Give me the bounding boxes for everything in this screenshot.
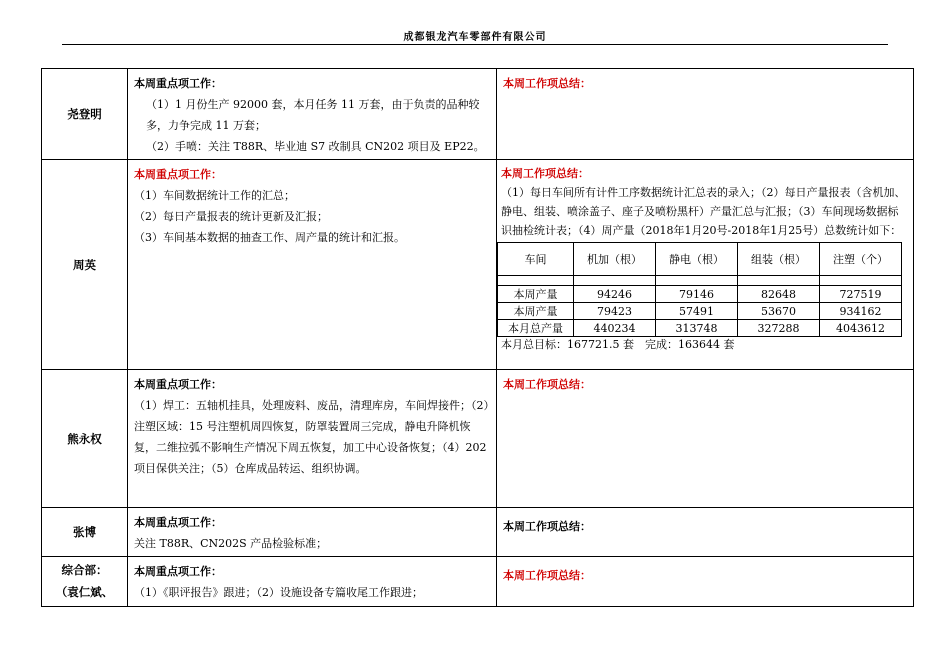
col-header: 静电（根） — [656, 243, 738, 276]
table-cell: 327288 — [738, 320, 820, 337]
monthly-target: 本月总目标：167721.5 套 完成：163644 套 — [501, 338, 735, 351]
summary-cell — [497, 557, 914, 607]
focus-heading: 本周重点项工作： — [134, 168, 222, 181]
report-row — [42, 557, 914, 607]
focus-item: （2）每日产量报表的统计更新及汇报； — [134, 210, 328, 223]
focus-cell — [128, 557, 497, 607]
focus-heading: 本周重点项工作： — [134, 565, 222, 578]
department-name-line: 综合部： — [61, 563, 108, 577]
person-name: 张博 — [42, 508, 128, 557]
col-header: 注塑（个） — [820, 243, 902, 276]
summary-heading: 本周工作项总结： — [503, 77, 591, 90]
focus-cell — [128, 69, 497, 160]
focus-item: （1）焊工：五轴机挂具，处理废料、废品，清理库房，车间焊接件；（2）注塑区域：15 号注塑机周四恢复，防罩装置周三完成，静电升降机恢复，二维拉弧不影响生产情况下周五恢复，加工中心设备恢复；（4）202 项目保供关注；（5）仓库成品转运、组织协调。 — [134, 399, 489, 475]
col-header: 组装（根） — [738, 243, 820, 276]
focus-item: （1）1 月份生产 92000 套，本月任务 11 万套，由于负责的品种较多，力争完成 11 万套； — [146, 98, 480, 132]
spacer-row — [498, 276, 902, 286]
person-name: 尧登明 — [42, 69, 128, 160]
focus-heading: 本周重点项工作： — [134, 516, 222, 529]
table-cell: 94246 — [574, 286, 656, 303]
summary-cell — [497, 508, 914, 557]
table-cell: 727519 — [820, 286, 902, 303]
table-cell: 79146 — [656, 286, 738, 303]
table-cell: 4043612 — [820, 320, 902, 337]
summary-heading: 本周工作项总结： — [503, 520, 591, 533]
department-name — [42, 557, 128, 607]
summary-heading: 本周工作项总结： — [503, 569, 591, 582]
table-cell: 本周产量 — [498, 303, 574, 320]
table-cell: 934162 — [820, 303, 902, 320]
table-row — [498, 286, 902, 303]
summary-cell — [497, 160, 914, 370]
summary-item: （1）每日车间所有计件工序数据统计汇总表的录入；（2）每日产量报表（含机加、静电、组装、喷涂盖子、座子及喷粉黑杆）产量汇总与汇报；（3）车间现场数据标识抽检统计表；（4）周产量（2018年1月20号-2018年1月25号）总数统计如下： — [501, 186, 906, 237]
person-name: 熊永权 — [42, 370, 128, 508]
production-table — [497, 242, 902, 337]
person-name: 周英 — [42, 160, 128, 370]
focus-item: （1）《职评报告》跟进；（2）设施设备专篇收尾工作跟进； — [134, 586, 423, 599]
focus-heading: 本周重点项工作： — [134, 77, 222, 90]
focus-item: 关注 T88R、CN202S 产品检验标准； — [134, 537, 328, 550]
focus-cell — [128, 508, 497, 557]
report-row — [42, 508, 914, 557]
report-row — [42, 370, 914, 508]
focus-item: （3）车间基本数据的抽查工作、周产量的统计和汇报。 — [134, 231, 405, 244]
col-header: 车间 — [498, 243, 574, 276]
table-cell: 53670 — [738, 303, 820, 320]
focus-item: （1）车间数据统计工作的汇总； — [134, 189, 295, 202]
table-cell: 82648 — [738, 286, 820, 303]
table-cell: 本周产量 — [498, 286, 574, 303]
focus-cell — [128, 370, 497, 508]
company-header: 成都银龙汽车零部件有限公司 — [403, 32, 547, 43]
table-row — [498, 320, 902, 337]
table-cell: 440234 — [574, 320, 656, 337]
table-row — [498, 303, 902, 320]
col-header: 机加（根） — [574, 243, 656, 276]
report-row — [42, 69, 914, 160]
table-cell: 57491 — [656, 303, 738, 320]
table-cell: 79423 — [574, 303, 656, 320]
report-row — [42, 160, 914, 370]
table-cell: 本月总产量 — [498, 320, 574, 337]
summary-cell — [497, 69, 914, 160]
header-rule — [62, 44, 888, 45]
department-name-line: （袁仁斌、 — [55, 585, 114, 599]
focus-heading: 本周重点项工作： — [134, 378, 222, 391]
weekly-report-table — [41, 68, 914, 607]
summary-heading: 本周工作项总结： — [501, 167, 589, 180]
production-header-row — [498, 243, 902, 276]
focus-cell — [128, 160, 497, 370]
summary-heading: 本周工作项总结： — [503, 378, 591, 391]
table-cell: 313748 — [656, 320, 738, 337]
summary-cell — [497, 370, 914, 508]
focus-item: （2）手喷：关注 T88R、毕业迪 S7 改制具 CN202 项目及 EP22。 — [146, 140, 485, 153]
